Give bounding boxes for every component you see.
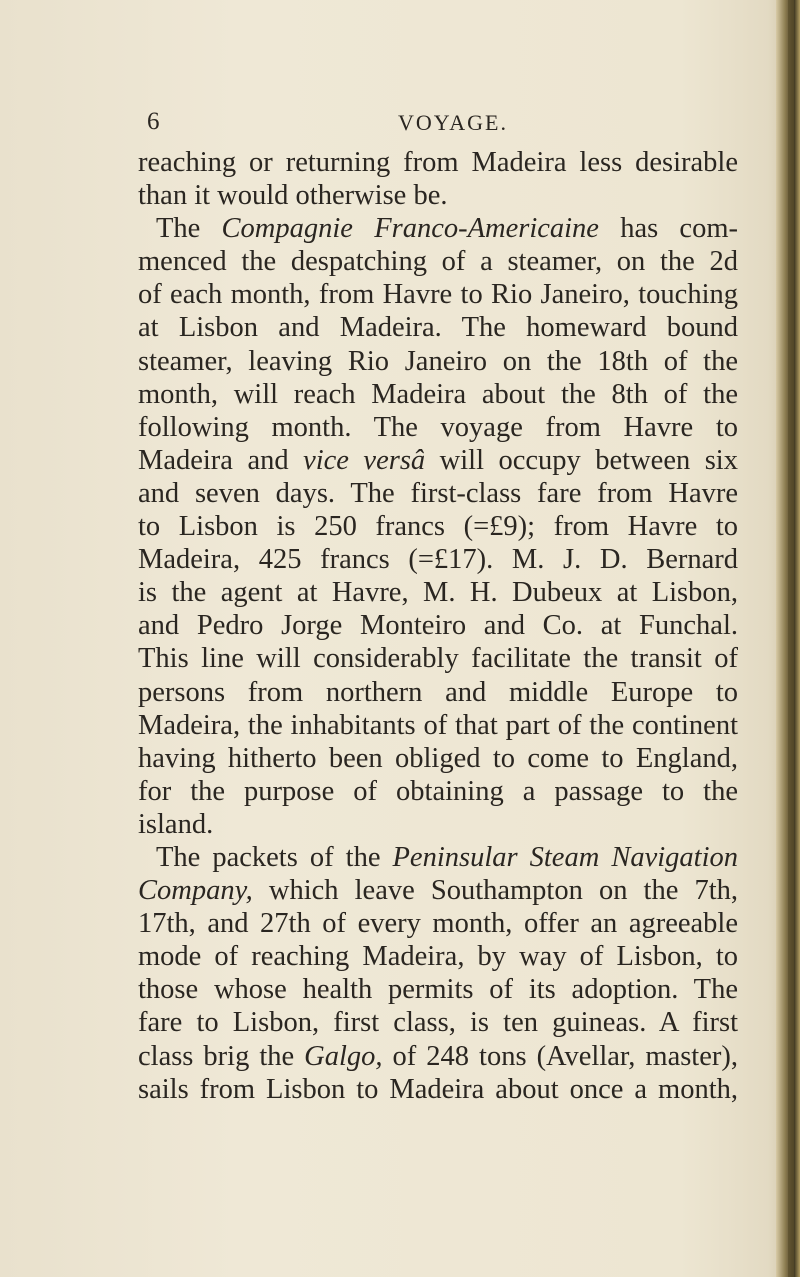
text-line: Madeira and vice versâ will occupy between six: [138, 444, 738, 476]
text-line: to Lisbon is 250 francs (=£9); from Havre to: [138, 511, 738, 543]
running-head: [0, 108, 760, 138]
text-line: reaching or returning from Madeira less desirable: [138, 147, 738, 178]
text-line: fare to Lisbon, first class, is ten guineas. A first: [138, 1007, 738, 1039]
text-line: 17th, and 27th of every month, offer an agreeable: [138, 908, 738, 940]
book-spine-edge: [776, 0, 800, 1277]
running-head-title: VOYAGE.: [398, 110, 508, 135]
text-line: island.: [138, 808, 214, 840]
text-line: those whose health permits of its adoption. The: [138, 974, 738, 1006]
body-text: [138, 146, 738, 1106]
text-line: This line will considerably facilitate the transit of: [138, 643, 738, 675]
text-line: class brig the Galgo, of 248 tons (Avellar, master),: [138, 1040, 738, 1072]
text-line: having hitherto been obliged to come to England,: [138, 742, 738, 774]
text-line: than it would otherwise be.: [138, 180, 448, 212]
text-line: and Pedro Jorge Monteiro and Co. at Funchal.: [138, 610, 738, 642]
text-line: Company, which leave Southampton on the 7th,: [138, 875, 738, 907]
text-line: menced the despatching of a steamer, on the 2d: [138, 246, 738, 278]
text-line: for the purpose of obtaining a passage to the: [138, 775, 738, 807]
text-line: The packets of the Peninsular Steam Navigation: [156, 841, 738, 873]
text-line: of each month, from Havre to Rio Janeiro, touching: [138, 279, 738, 311]
text-line: Madeira, 425 francs (=£17). M. J. D. Bernard: [138, 544, 738, 576]
page-number: 6: [147, 108, 160, 135]
text-line: is the agent at Havre, M. H. Dubeux at Lisbon,: [138, 577, 738, 609]
text-line: steamer, leaving Rio Janeiro on the 18th of the: [138, 345, 738, 377]
text-line: following month. The voyage from Havre to: [138, 411, 738, 443]
text-line: Madeira, the inhabitants of that part of the continent: [138, 709, 738, 741]
text-line: sails from Lisbon to Madeira about once a month,: [138, 1073, 738, 1105]
spine-shadow: [788, 0, 794, 1277]
text-line: at Lisbon and Madeira. The homeward bound: [138, 312, 738, 344]
text-line: month, will reach Madeira about the 8th of the: [138, 378, 738, 410]
text-line: and seven days. The first-class fare from Havre: [138, 477, 738, 509]
text-line: persons from northern and middle Europe to: [138, 676, 738, 708]
text-line: mode of reaching Madeira, by way of Lisbon, to: [138, 941, 738, 973]
text-line: The Compagnie Franco-Americaine has com-: [156, 213, 738, 245]
